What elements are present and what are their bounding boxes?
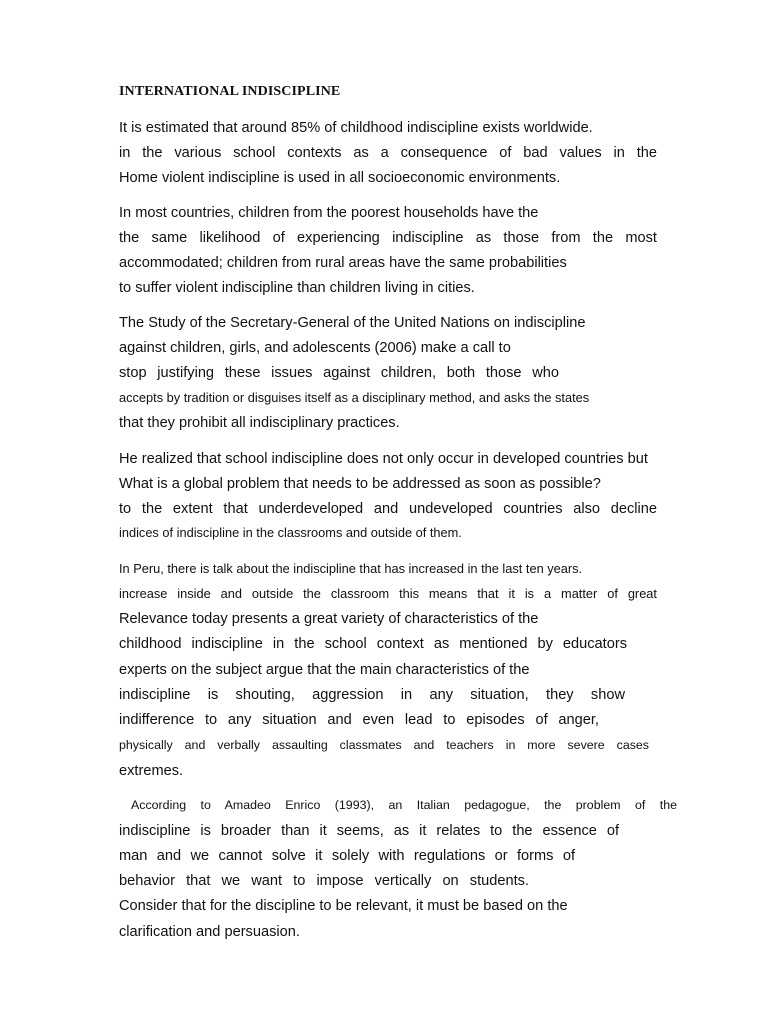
text-line: accommodated; children from rural areas have the same probabilities bbox=[119, 255, 567, 271]
document-title: INTERNATIONAL INDISCIPLINE bbox=[119, 84, 341, 99]
text-line: accepts by tradition or disguises itself as a disciplinary method, and asks the states bbox=[119, 390, 590, 405]
text-line: that they prohibit all indisciplinary practices. bbox=[119, 415, 400, 431]
text-line: increase inside and outside the classroom this means that it is a matter of great bbox=[119, 586, 657, 601]
text-line: physically and verbally assaulting classmates and teachers in more severe cases bbox=[119, 738, 649, 752]
text-line: to suffer violent indiscipline than children living in cities. bbox=[119, 280, 475, 296]
text-line: indiscipline is broader than it seems, as it relates to the essence of bbox=[119, 823, 619, 839]
text-line: In most countries, children from the poorest households have the bbox=[119, 205, 539, 221]
text-line: indifference to any situation and even lead to episodes of anger, bbox=[119, 712, 599, 728]
text-line: against children, girls, and adolescents (2006) make a call to bbox=[119, 340, 511, 356]
text-line: experts on the subject argue that the main characteristics of the bbox=[119, 662, 530, 678]
text-line: clarification and persuasion. bbox=[119, 924, 300, 940]
text-line: the same likelihood of experiencing indiscipline as those from the most bbox=[119, 230, 657, 246]
text-line: He realized that school indiscipline does not only occur in developed countries but bbox=[119, 451, 648, 467]
text-line: The Study of the Secretary-General of the United Nations on indiscipline bbox=[119, 315, 586, 331]
text-line: Consider that for the discipline to be relevant, it must be based on the bbox=[119, 898, 568, 914]
text-line: man and we cannot solve it solely with regulations or forms of bbox=[119, 848, 575, 864]
text-line: In Peru, there is talk about the indiscipline that has increased in the last ten years. bbox=[119, 561, 583, 576]
text-line: childhood indiscipline in the school context as mentioned by educators bbox=[119, 636, 627, 652]
text-line: behavior that we want to impose vertically on students. bbox=[119, 873, 529, 889]
text-line: Relevance today presents a great variety of characteristics of the bbox=[119, 611, 539, 627]
text-line: What is a global problem that needs to be addressed as soon as possible? bbox=[119, 476, 601, 492]
text-line: Home violent indiscipline is used in all socioeconomic environments. bbox=[119, 170, 561, 186]
text-line: According to Amadeo Enrico (1993), an Italian pedagogue, the problem of the bbox=[131, 798, 677, 812]
text-line: indices of indiscipline in the classrooms and outside of them. bbox=[119, 525, 462, 540]
text-line: indiscipline is shouting, aggression in any situation, they show bbox=[119, 687, 625, 703]
text-line: stop justifying these issues against children, both those who bbox=[119, 365, 559, 381]
text-line: in the various school contexts as a consequence of bad values in the bbox=[119, 145, 657, 161]
text-line: extremes. bbox=[119, 763, 184, 779]
text-line: to the extent that underdeveloped and undeveloped countries also decline bbox=[119, 501, 657, 517]
text-line: It is estimated that around 85% of childhood indiscipline exists worldwide. bbox=[119, 120, 593, 136]
